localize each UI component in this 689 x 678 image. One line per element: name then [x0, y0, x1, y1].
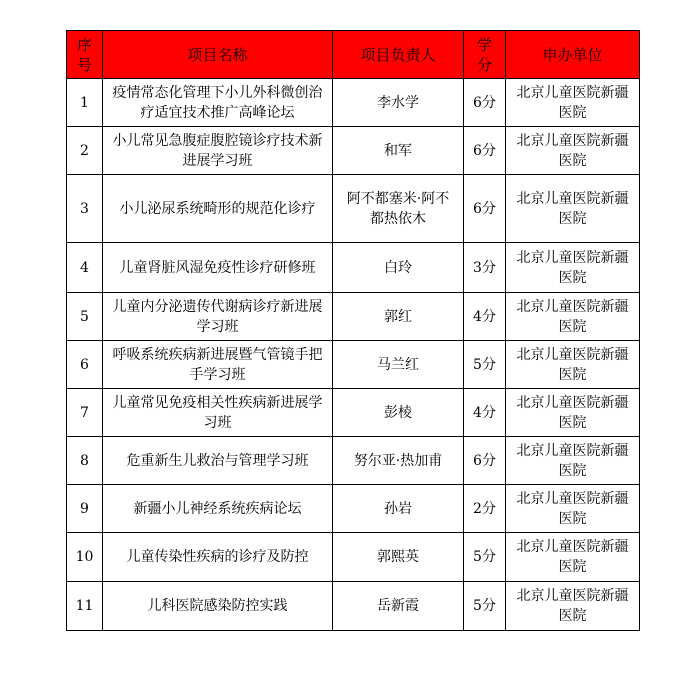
project-lead-cell: 努尔亚·热加甫 — [333, 437, 464, 485]
host-unit-cell: 北京儿童医院新疆医院 — [506, 485, 640, 533]
project-table — [66, 30, 640, 631]
project-name-cell: 呼吸系统疾病新进展暨气管镜手把手学习班 — [103, 341, 333, 389]
project-lead-cell: 郭红 — [333, 293, 464, 341]
project-name-cell: 儿童肾脏风湿免疫性诊疗研修班 — [103, 243, 333, 293]
credit-cell: 4分 — [464, 389, 506, 437]
host-unit-cell: 北京儿童医院新疆医院 — [506, 437, 640, 485]
credit-cell: 6分 — [464, 127, 506, 175]
credit-cell: 5分 — [464, 341, 506, 389]
project-lead-cell: 岳新霞 — [333, 582, 464, 631]
project-lead-cell: 和军 — [333, 127, 464, 175]
project-name-cell: 疫情常态化管理下小儿外科微创治疗适宜技术推广高峰论坛 — [103, 79, 333, 127]
project-lead-cell: 阿不都塞米·阿不都热依木 — [333, 175, 464, 243]
credit-cell: 6分 — [464, 79, 506, 127]
project-lead-cell: 孙岩 — [333, 485, 464, 533]
host-unit-cell: 北京儿童医院新疆医院 — [506, 79, 640, 127]
project-name-cell: 危重新生儿救治与管理学习班 — [103, 437, 333, 485]
host-unit-cell: 北京儿童医院新疆医院 — [506, 175, 640, 243]
project-lead-cell: 白玲 — [333, 243, 464, 293]
table-row — [67, 437, 640, 485]
host-unit-cell: 北京儿童医院新疆医院 — [506, 127, 640, 175]
row-index: 9 — [67, 485, 103, 533]
host-unit-cell: 北京儿童医院新疆医院 — [506, 243, 640, 293]
project-name-cell: 小儿常见急腹症腹腔镜诊疗技术新进展学习班 — [103, 127, 333, 175]
project-name-cell: 小儿泌尿系统畸形的规范化诊疗 — [103, 175, 333, 243]
table-row — [67, 533, 640, 582]
row-index: 4 — [67, 243, 103, 293]
project-lead-cell: 郭熙英 — [333, 533, 464, 582]
credit-cell: 6分 — [464, 437, 506, 485]
project-name-cell: 儿童内分泌遗传代谢病诊疗新进展学习班 — [103, 293, 333, 341]
project-lead-cell: 马兰红 — [333, 341, 464, 389]
row-index: 3 — [67, 175, 103, 243]
row-index: 6 — [67, 341, 103, 389]
table-row — [67, 175, 640, 243]
header-project-name: 项目名称 — [103, 31, 333, 79]
credit-cell: 2分 — [464, 485, 506, 533]
credit-cell: 5分 — [464, 533, 506, 582]
header-credit: 学分 — [464, 31, 506, 79]
host-unit-cell: 北京儿童医院新疆医院 — [506, 341, 640, 389]
row-index: 5 — [67, 293, 103, 341]
table-row — [67, 243, 640, 293]
host-unit-cell: 北京儿童医院新疆医院 — [506, 533, 640, 582]
table-row — [67, 127, 640, 175]
table-row — [67, 485, 640, 533]
project-name-cell: 儿童传染性疾病的诊疗及防控 — [103, 533, 333, 582]
credit-cell: 6分 — [464, 175, 506, 243]
header-host-unit: 申办单位 — [506, 31, 640, 79]
host-unit-cell: 北京儿童医院新疆医院 — [506, 389, 640, 437]
project-lead-cell: 彭棱 — [333, 389, 464, 437]
host-unit-cell: 北京儿童医院新疆医院 — [506, 293, 640, 341]
credit-cell: 4分 — [464, 293, 506, 341]
row-index: 2 — [67, 127, 103, 175]
table-row — [67, 341, 640, 389]
table-row — [67, 293, 640, 341]
project-name-cell: 新疆小儿神经系统疾病论坛 — [103, 485, 333, 533]
project-name-cell: 儿童常见免疫相关性疾病新进展学习班 — [103, 389, 333, 437]
credit-cell: 3分 — [464, 243, 506, 293]
header-project-lead: 项目负责人 — [333, 31, 464, 79]
row-index: 1 — [67, 79, 103, 127]
row-index: 7 — [67, 389, 103, 437]
project-lead-cell: 李水学 — [333, 79, 464, 127]
header-index: 序号 — [67, 31, 103, 79]
credit-cell: 5分 — [464, 582, 506, 631]
table-row — [67, 389, 640, 437]
table-row — [67, 582, 640, 631]
row-index: 10 — [67, 533, 103, 582]
host-unit-cell: 北京儿童医院新疆医院 — [506, 582, 640, 631]
table-header-row — [67, 31, 640, 79]
row-index: 8 — [67, 437, 103, 485]
table-row — [67, 79, 640, 127]
row-index: 11 — [67, 582, 103, 631]
project-name-cell: 儿科医院感染防控实践 — [103, 582, 333, 631]
